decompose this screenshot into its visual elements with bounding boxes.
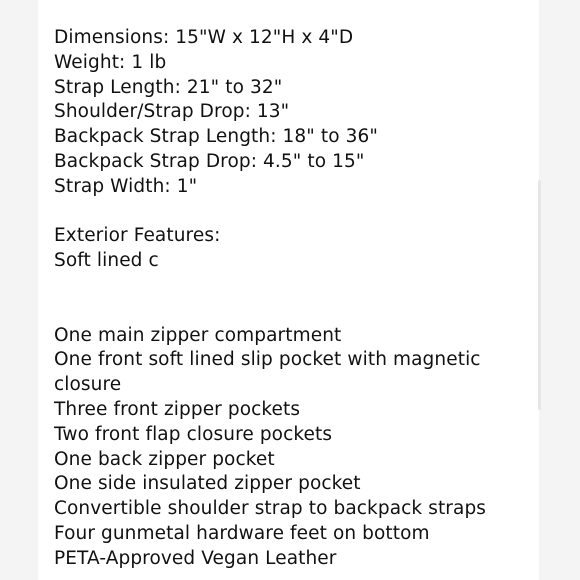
spec-dimensions: Dimensions: 15"W x 12"H x 4"D	[54, 27, 354, 48]
spacer	[54, 299, 524, 324]
exterior-heading: Exterior Features:	[54, 225, 221, 247]
feature-item: Convertible shoulder strap to backpack straps	[54, 498, 487, 520]
spec-backpack-strap-length: Backpack Strap Length: 18" to 36"	[54, 126, 378, 148]
feature-item: Three front zipper pockets	[54, 398, 301, 420]
feature-item: Two front flap closure pockets	[54, 423, 333, 445]
feature-item: One main zipper compartment	[54, 324, 342, 346]
feature-item: Four gunmetal hardware feet on bottom	[54, 522, 430, 544]
product-description	[54, 26, 524, 572]
exterior-line: Soft lined c	[54, 250, 159, 272]
spec-strap-width: Strap Width: 1"	[54, 175, 198, 197]
spacer	[54, 274, 524, 299]
spec-shoulder-drop: Shoulder/Strap Drop: 13"	[54, 101, 290, 123]
spec-strap-length: Strap Length: 21" to 32"	[54, 76, 283, 98]
feature-item: PETA-Approved Vegan Leather	[54, 547, 337, 569]
scrollbar[interactable]	[538, 180, 541, 410]
spec-backpack-strap-drop: Backpack Strap Drop: 4.5" to 15"	[54, 150, 365, 172]
feature-item: One side insulated zipper pocket	[54, 473, 361, 495]
feature-item: One front soft lined slip pocket with magnetic closure	[54, 349, 481, 396]
feature-item: One back zipper pocket	[54, 448, 275, 470]
spec-weight: Weight: 1 lb	[54, 51, 167, 73]
spacer	[54, 200, 524, 225]
